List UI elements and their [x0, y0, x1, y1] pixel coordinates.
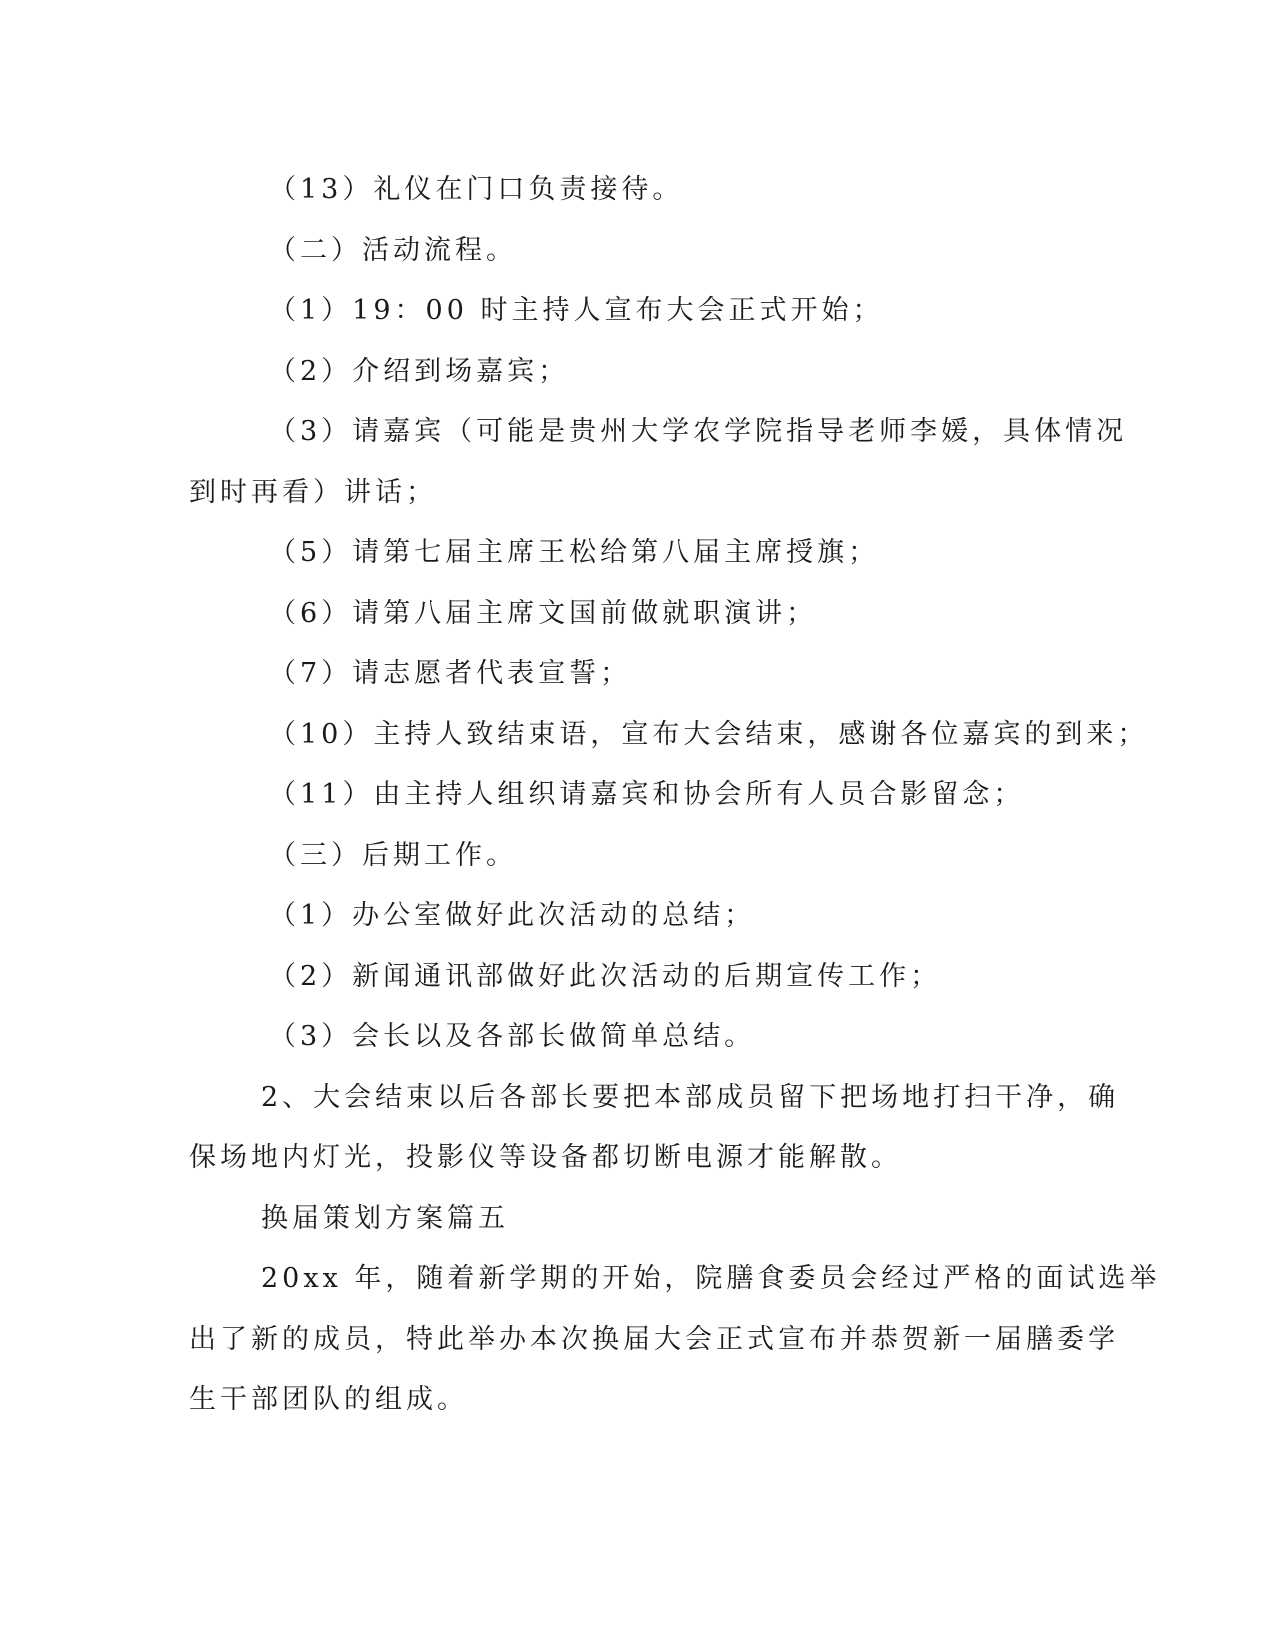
post-item-1: （1）办公室做好此次活动的总结；: [269, 900, 756, 931]
intro-paragraph-line3: 生干部团队的组成。: [189, 1384, 468, 1415]
intro-paragraph-line2: 出了新的成员，特此举办本次换届大会正式宣布并恭贺新一届膳委学: [189, 1323, 1119, 1355]
post-item-3: （3）会长以及各部长做简单总结。: [269, 1021, 756, 1052]
item-13-reception: （13）礼仪在门口负责接待。: [269, 174, 684, 205]
section-post-work: （三）后期工作。: [269, 839, 517, 871]
flow-item-11: （11）由主持人组织请嘉宾和协会所有人员合影留念；: [269, 779, 1025, 810]
flow-item-1: （1）19：00 时主持人宣布大会正式开始；: [269, 295, 884, 326]
flow-item-10: （10）主持人致结束语，宣布大会结束，感谢各位嘉宾的到来；: [269, 718, 1149, 750]
intro-paragraph-line1: 20xx 年，随着新学期的开始，院膳食委员会经过严格的面试选举: [261, 1263, 1161, 1294]
flow-item-7: （7）请志愿者代表宣誓；: [269, 658, 632, 689]
section-activity-flow: （二）活动流程。: [269, 234, 517, 266]
paragraph-2-line2: 保场地内灯光，投影仪等设备都切断电源才能解散。: [189, 1142, 902, 1173]
flow-item-3-line1: （3）请嘉宾（可能是贵州大学农学院指导老师李媛，具体情况: [269, 416, 1128, 447]
flow-item-5: （5）请第七届主席王松给第八届主席授旗；: [269, 537, 880, 568]
flow-item-2: （2）介绍到场嘉宾；: [269, 355, 570, 387]
document-body: [189, 160, 1161, 1431]
flow-item-3-line2: 到时再看）讲话；: [189, 476, 437, 508]
section-heading-part5: 换届策划方案篇五: [261, 1202, 509, 1234]
flow-item-6: （6）请第八届主席文国前做就职演讲；: [269, 597, 818, 629]
paragraph-2-line1: 2、大会结束以后各部长要把本部成员留下把场地打扫干净，确: [261, 1081, 1120, 1113]
post-item-2: （2）新闻通讯部做好此次活动的后期宣传工作；: [269, 960, 942, 992]
